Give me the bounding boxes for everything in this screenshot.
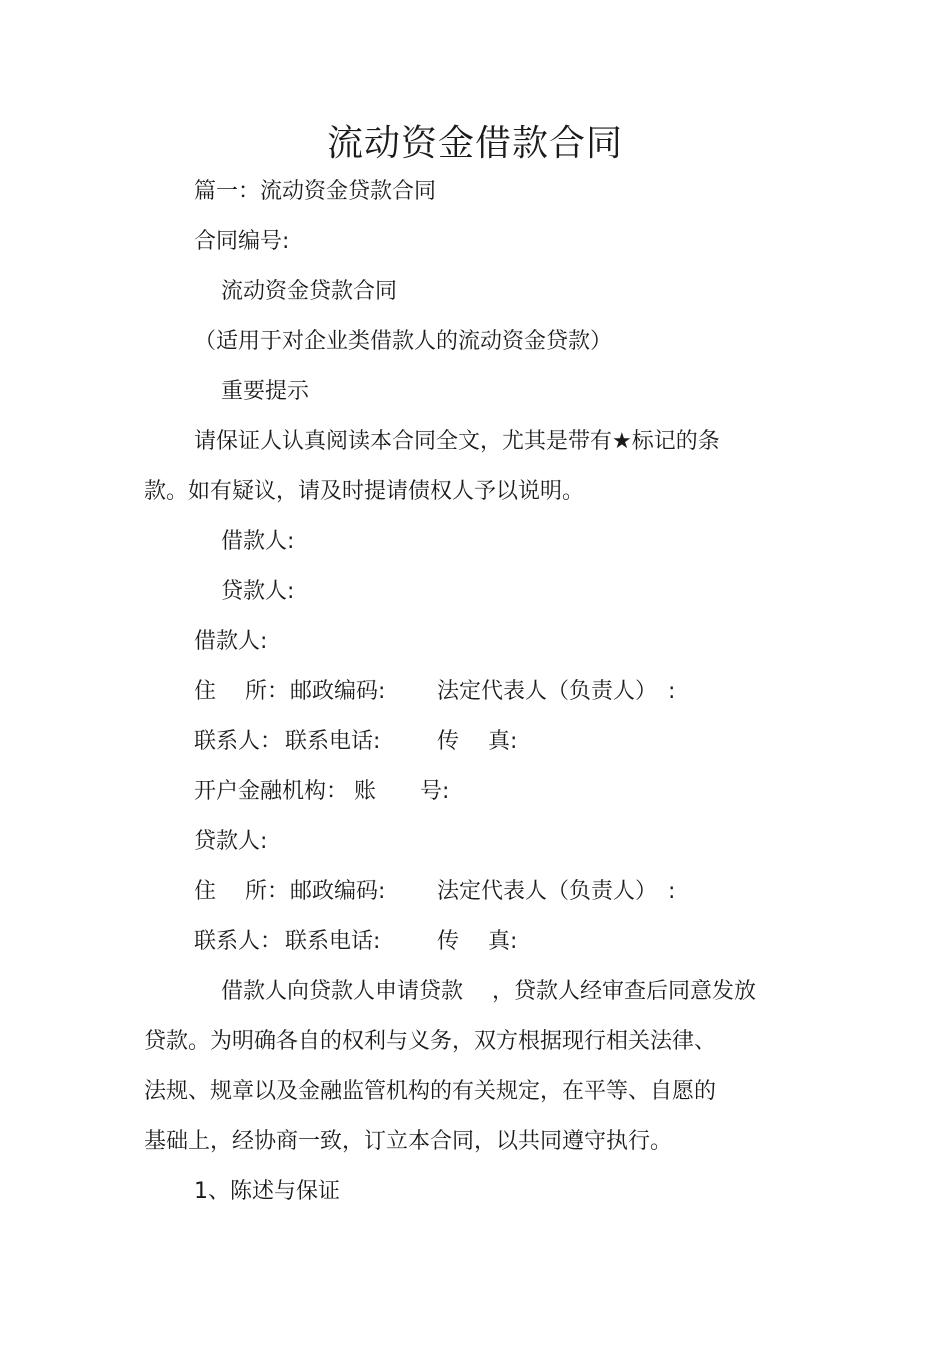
- section-heading: 篇一：流动资金贷款合同: [194, 179, 437, 204]
- lender-legal-rep-label: 法定代表人（负责人） :: [437, 879, 676, 904]
- borrower-legal-rep-label: 法定代表人（负责人） :: [437, 679, 676, 704]
- preamble-line-2: 贷款。为明确各自的权利与义务，双方根据现行相关法律、: [144, 1029, 717, 1054]
- preamble-line-4: 基础上，经协商一致，订立本合同，以共同遵守执行。: [144, 1129, 673, 1154]
- sub-title: 流动资金贷款合同: [221, 279, 398, 304]
- applicability-note: （适用于对企业类借款人的流动资金贷款）: [194, 329, 613, 354]
- contract-number-label: 合同编号:: [194, 229, 290, 254]
- borrower-account-label: 账 号:: [354, 779, 450, 804]
- lender-fax-label: 传 真:: [437, 929, 518, 954]
- lender-contact-label: 联系人：: [194, 929, 283, 954]
- borrower-address-label: 住 所：: [194, 679, 289, 704]
- lender-phone-label: 联系电话:: [285, 929, 381, 954]
- borrower-short-label: 借款人:: [221, 529, 295, 554]
- preamble-line-3: 法规、规章以及金融监管机构的有关规定，在平等、自愿的: [144, 1079, 717, 1104]
- document-title: 流动资金借款合同: [326, 123, 623, 164]
- borrower-phone-label: 联系电话:: [285, 729, 381, 754]
- clause-1-heading: 1、陈述与保证: [194, 1179, 340, 1204]
- notice-paragraph-line-1: 请保证人认真阅读本合同全文，尤其是带有★标记的条: [194, 429, 720, 454]
- lender-block-heading: 贷款人:: [194, 829, 268, 854]
- preamble-line-1: 借款人向贷款人申请贷款 ，贷款人经审查后同意发放: [221, 979, 756, 1004]
- notice-paragraph-line-2: 款。如有疑议，请及时提请债权人予以说明。: [144, 479, 585, 504]
- borrower-block-heading: 借款人:: [194, 629, 268, 654]
- borrower-postcode-label: 邮政编码:: [290, 679, 386, 704]
- borrower-fax-label: 传 真:: [437, 729, 518, 754]
- lender-postcode-label: 邮政编码:: [290, 879, 386, 904]
- notice-heading: 重要提示: [221, 379, 310, 404]
- lender-short-label: 贷款人:: [221, 579, 295, 604]
- lender-address-label: 住 所：: [194, 879, 289, 904]
- borrower-contact-label: 联系人：: [194, 729, 283, 754]
- borrower-bank-label: 开户金融机构：: [194, 779, 349, 804]
